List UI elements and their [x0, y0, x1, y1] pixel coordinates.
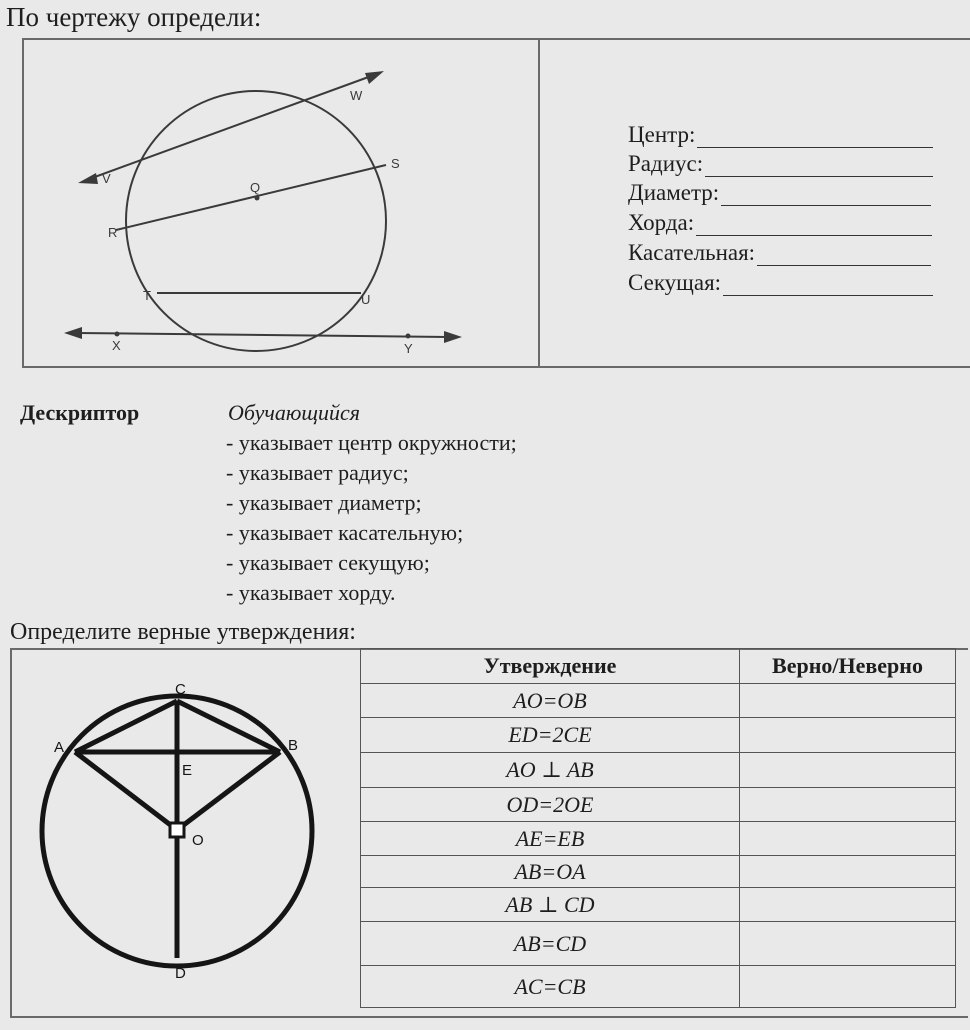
arrow-w: [365, 71, 384, 84]
statements-table: [360, 648, 956, 1008]
statement-cell: ED=2CE: [361, 718, 740, 753]
label-r: R: [108, 225, 118, 240]
answer-line[interactable]: [723, 294, 933, 296]
descriptor-item: - указывает касательную;: [226, 520, 464, 545]
label-b: B: [288, 737, 299, 754]
label-o: O: [192, 832, 204, 849]
answer-cell[interactable]: [740, 822, 956, 856]
table-row: [361, 753, 956, 788]
arrowheads: [64, 71, 462, 343]
table-row: [361, 856, 956, 888]
question-label: Секущая:: [628, 270, 722, 295]
label-s: S: [391, 156, 400, 171]
question-diameter: [628, 180, 931, 206]
circle-1: [126, 91, 386, 351]
page-title: По чертежу определи:: [6, 2, 262, 32]
question-label: Центр:: [628, 122, 696, 147]
statement-cell: OD=2OE: [361, 788, 740, 822]
arrow-y: [444, 331, 462, 343]
question-radius: [628, 151, 933, 177]
descriptor-item: - указывает центр окружности;: [226, 430, 517, 455]
answer-cell[interactable]: [740, 718, 956, 753]
table-row: [361, 888, 956, 922]
table-row: [361, 684, 956, 718]
label-y: Y: [404, 341, 413, 356]
circle-figure-1: [22, 38, 538, 368]
label-u: U: [361, 292, 371, 307]
label-q: Q: [250, 180, 261, 195]
tangent-xy: [77, 333, 448, 337]
statement-cell: AB=OA: [361, 856, 740, 888]
task1-divider: [538, 38, 540, 368]
label-a: A: [54, 739, 65, 756]
descriptor-item: - указывает хорду.: [226, 580, 396, 605]
descriptor-item: - указывает радиус;: [226, 460, 409, 485]
table-row: [361, 822, 956, 856]
answer-line[interactable]: [705, 175, 933, 177]
label-e: E: [182, 762, 193, 779]
answer-line[interactable]: [696, 234, 932, 236]
descriptor-item: - указывает секущую;: [226, 550, 430, 575]
statement-cell: AB=CD: [361, 922, 740, 966]
statement-cell: AB ⊥ CD: [361, 888, 740, 922]
question-tangent: [628, 240, 931, 266]
table-header-row: [361, 649, 956, 684]
descriptor-item: - указывает диаметр;: [226, 490, 422, 515]
diameter-rs: [116, 165, 386, 230]
segment-ao: [75, 752, 177, 830]
label-v: V: [102, 171, 111, 186]
statement-cell: AO ⊥ AB: [361, 753, 740, 788]
question-center: [628, 122, 933, 148]
answer-cell[interactable]: [740, 788, 956, 822]
descriptor-heading: Обучающийся: [228, 400, 361, 425]
statement-cell: AC=CB: [361, 966, 740, 1008]
answer-cell[interactable]: [740, 966, 956, 1008]
point-y: [406, 334, 411, 339]
label-d: D: [175, 965, 186, 982]
label-w: W: [350, 88, 363, 103]
point-x: [115, 332, 120, 337]
answer-cell[interactable]: [740, 856, 956, 888]
answer-line[interactable]: [721, 204, 931, 206]
question-label: Диаметр:: [628, 180, 720, 205]
table-row: [361, 788, 956, 822]
label-c: C: [175, 681, 186, 698]
question-chord: [628, 210, 932, 236]
arrow-v: [78, 173, 98, 184]
answer-cell[interactable]: [740, 684, 956, 718]
table-row: [361, 922, 956, 966]
point-q: [255, 196, 260, 201]
label-x: X: [112, 338, 121, 353]
descriptor-label: Дескриптор: [20, 400, 140, 425]
statement-cell: AE=EB: [361, 822, 740, 856]
arrow-x: [64, 327, 82, 339]
question-secant: [628, 270, 933, 296]
header-statement: Утверждение: [361, 649, 740, 684]
label-t: T: [143, 288, 151, 303]
center-marker: [170, 823, 184, 837]
table-row: [361, 718, 956, 753]
answer-cell[interactable]: [740, 888, 956, 922]
segment-bo: [177, 752, 280, 830]
question-label: Радиус:: [628, 151, 704, 176]
header-true-false: Верно/Неверно: [740, 649, 956, 684]
circle-figure-2: [10, 648, 360, 1018]
task2-title: Определите верные утверждения:: [10, 619, 356, 645]
statement-cell: AO=OB: [361, 684, 740, 718]
answer-line[interactable]: [757, 264, 931, 266]
answer-line[interactable]: [697, 146, 933, 148]
question-label: Хорда:: [628, 210, 695, 235]
answer-cell[interactable]: [740, 922, 956, 966]
secant-vw: [92, 75, 374, 178]
question-label: Касательная:: [628, 240, 756, 265]
table-row: [361, 966, 956, 1008]
answer-cell[interactable]: [740, 753, 956, 788]
